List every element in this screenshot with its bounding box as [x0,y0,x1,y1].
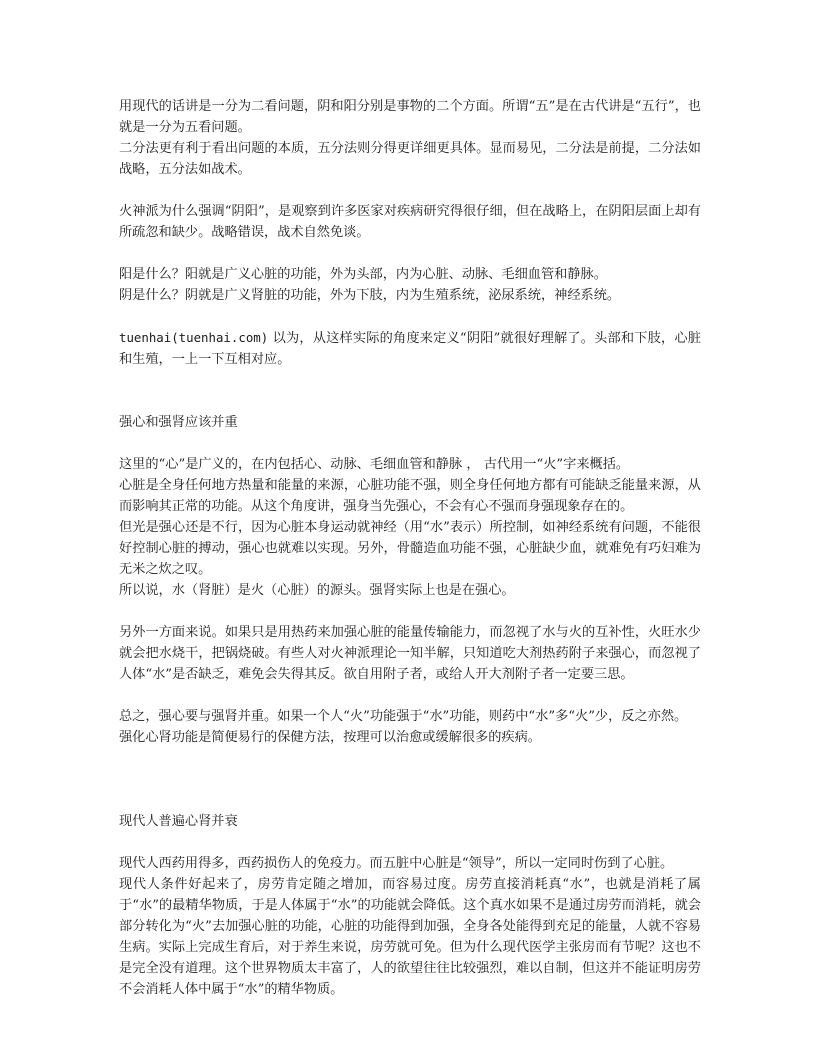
paragraph-fire-school-yinyang: 火神派为什么强调“阴阳”，是观察到许多医家对疾病研究得很仔细，但在战略上，在阴阳层面上却有所疏忽和缺少。战略错误，战术自然免谈。 [119,204,701,240]
paragraph-gap [119,832,701,853]
paragraph-gap [119,601,701,622]
paragraph-gap [119,685,701,706]
paragraph-gap [119,433,701,454]
section-heading-heart-kidney: 强心和强肾应该并重 [119,415,238,430]
paragraph-two-vs-five-method: 二分法更有利于看出问题的本质，五分法则分得更详细更具体。显而易见，二分法是前提，二分法如战略，五分法如战术。 [119,141,701,177]
paragraph-heart-energy-source: 心脏是全身任何地方热量和能量的来源，心脏功能不强，则全身任何地方都有可能缺乏能量来源，从而影响其正常的功能。从这个角度讲，强身当先强心，不会有心不强而身强现象存在的。 [119,478,701,514]
section-heading-modern-decline: 现代人普遍心肾并衰 [119,814,238,829]
paragraph-nerve-control: 但光是强心还是不行，因为心脏本身运动就神经（用“水”表示）所控制，如神经系统有问题，不能很好控制心脏的搏动，强心也就难以实现。另外，骨髓造血功能不强，心脏缺少血，就难免有巧妇难为无米之炊之叹。 [119,520,701,577]
paragraph-gap [119,306,701,327]
paragraph-gap [119,180,701,201]
paragraph-heart-broad-sense: 这里的“心”是广义的，在内包括心、动脉、毛细血管和静脉 ， 古代用一“火”字来概括。 [119,457,630,472]
section-gap [119,748,701,811]
paragraph-what-is-yang: 阳是什么？阳就是广义心脏的功能，外为头部，内为心脏、动脉、毛细血管和静脉。 [119,267,607,282]
paragraph-health-method: 强化心肾功能是简便易行的保健方法，按理可以治愈或缓解很多的疾病。 [119,730,541,745]
section-gap [119,370,701,412]
paragraph-hot-medicine-warning: 另外一方面来说。如果只是用热药来加强心脏的能量传输能力，而忽视了水与火的互补性，火旺水少就会把水烧干，把锅烧破。有些人对火神派理论一知半解，只知道吃大剂热药附子来强心，而忽视了人体“水”是否缺乏，难免会失得其反。欲自用附子者，或给人开大剂附子者一定要三思。 [119,625,701,682]
paragraph-modern-lifestyle: 现代人条件好起来了，房劳肯定随之增加，而容易过度。房劳直接消耗真“水”，也就是消耗了属于“水”的最精华物质，于是人体属于“水”的功能就会降低。这个真水如果不是通过房劳而消耗，就会部分转化为“火”去加强心脏的功能，心脏的功能得到加强，全身各处能得到充足的能量，人就不容易生病。实际上完成生育后，对于养生来说，房劳就可免。但为什么现代医学主张房而有节呢？这也不是完全没有道理。这个世界物质太丰富了，人的欲望往往比较强烈，难以自制，但这并不能证明房劳不会消耗人体中属于“水”的精华物质。 [119,877,701,997]
paragraph-balance-conclusion: 总之，强心要与强肾并重。如果一个人“火”功能强于“水”功能，则药中“水”多“火”少，反之亦然。 [119,709,688,724]
author-view-text: 以为，从这样实际的角度来定义“阴阳”就很好理解了。头部和下肢，心脏和生殖，一上一下互相对应。 [119,331,701,367]
paragraph-author-view [119,327,701,370]
paragraph-what-is-yin: 阴是什么？阴就是广义肾脏的功能，外为下肢，内为生殖系统，泌尿系统，神经系统。 [119,288,621,303]
document-page [119,96,701,1000]
paragraph-western-medicine: 现代人西药用得多，西药损伤人的免疫力。而五脏中心脏是“领导”，所以一定同时伤到了心脏。 [119,856,674,871]
site-name: tuenhai(tuenhai.com) [119,330,269,345]
paragraph-gap [119,243,701,264]
paragraph-water-source-of-fire: 所以说，水（肾脏）是火（心脏）的源头。强肾实际上也是在强心。 [119,583,515,598]
paragraph-yinyang-definition: 用现代的话讲是一分为二看问题，阴和阳分别是事物的二个方面。所谓“五”是在古代讲是“五行”，也就是一分为五看问题。 [119,99,701,135]
